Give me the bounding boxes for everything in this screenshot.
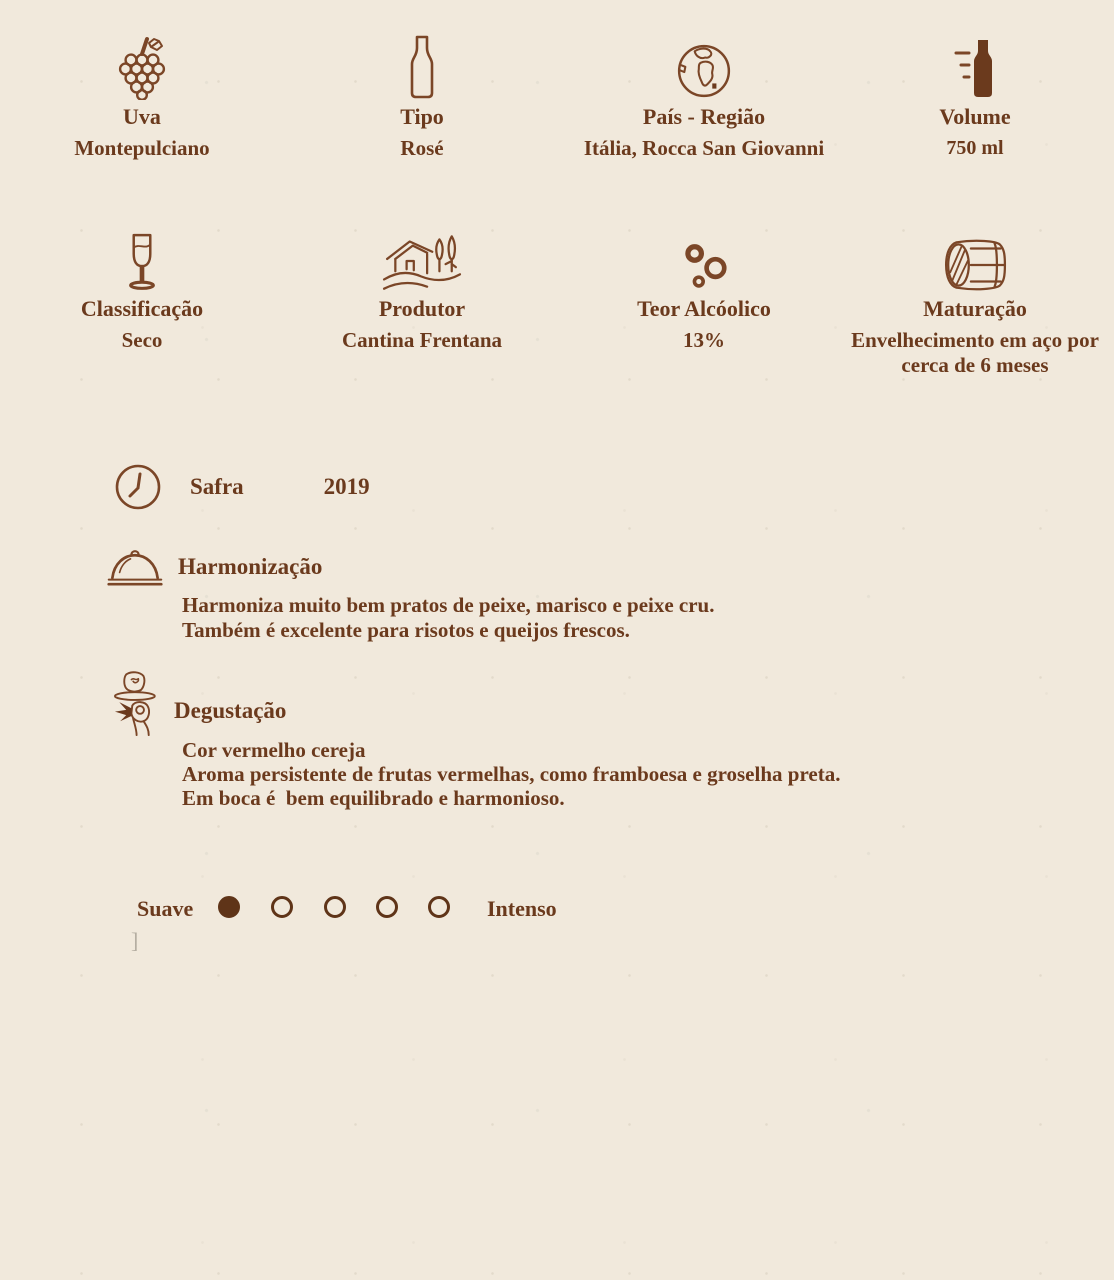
degustacao-title: Degustação bbox=[174, 698, 287, 723]
attribute-label: Produtor bbox=[378, 296, 466, 321]
attribute-value: Seco bbox=[121, 328, 163, 352]
attribute-label: Teor Alcóolico bbox=[637, 296, 771, 321]
attribute-value: Cantina Frentana bbox=[341, 328, 503, 352]
attribute-label: Volume bbox=[939, 104, 1011, 129]
clock-icon bbox=[114, 463, 162, 511]
harmonizacao-text-line: Também é excelente para risotos e queijos frescos. bbox=[182, 618, 630, 642]
volume-bottle-icon bbox=[825, 28, 1114, 100]
safra-section bbox=[114, 463, 370, 511]
attribute-label: Tipo bbox=[400, 104, 444, 129]
scale-left-label: Suave bbox=[137, 896, 194, 921]
attribute-value: Itália, Rocca San Giovanni bbox=[583, 136, 825, 160]
attribute-label: Classificação bbox=[80, 296, 204, 321]
stray-bracket-mark: ] bbox=[131, 928, 139, 953]
attribute-classificacao bbox=[0, 220, 292, 353]
globe-icon bbox=[554, 28, 854, 100]
attribute-produtor bbox=[272, 220, 572, 353]
attribute-value: 13% bbox=[683, 328, 725, 352]
attribute-value bbox=[825, 328, 1114, 378]
intensity-dot bbox=[271, 896, 293, 918]
intensity-dot bbox=[376, 896, 398, 918]
harmonizacao-text-line: Harmoniza muito bem pratos de peixe, marisco e peixe cru. bbox=[182, 593, 715, 617]
attribute-pais-regiao bbox=[554, 28, 854, 161]
attribute-uva bbox=[0, 28, 292, 161]
scale-right-label: Intenso bbox=[487, 896, 557, 921]
grapes-icon bbox=[0, 28, 292, 100]
barrel-icon bbox=[825, 220, 1114, 292]
safra-label: Safra bbox=[190, 474, 244, 499]
safra-value: 2019 bbox=[323, 474, 370, 499]
attribute-maturacao bbox=[825, 220, 1114, 378]
intensity-dot bbox=[428, 896, 450, 918]
attribute-tipo bbox=[272, 28, 572, 161]
attribute-value: Montepulciano bbox=[74, 136, 210, 160]
attribute-label: Uva bbox=[123, 104, 161, 129]
tasting-hand-icon bbox=[108, 670, 160, 736]
intensity-dot-filled bbox=[218, 896, 240, 918]
wine-bottle-icon bbox=[272, 28, 572, 100]
harmonizacao-title: Harmonização bbox=[178, 554, 323, 579]
attribute-value: Rosé bbox=[400, 136, 444, 160]
degustacao-text-line: Em boca é bem equilibrado e harmonioso. bbox=[182, 786, 565, 810]
attribute-label: Maturação bbox=[923, 296, 1027, 321]
degustacao-text-line: Cor vermelho cereja bbox=[182, 738, 366, 762]
attribute-volume bbox=[825, 28, 1114, 161]
intensity-dot bbox=[324, 896, 346, 918]
attribute-value-text: Envelhecimento em aço por cerca de 6 meses bbox=[851, 328, 1099, 377]
bubbles-icon bbox=[554, 220, 854, 292]
attribute-label: País - Região bbox=[642, 104, 766, 129]
attribute-value: 750 ml bbox=[946, 137, 1004, 159]
cloche-icon bbox=[106, 548, 164, 586]
degustacao-text-line: Aroma persistente de frutas vermelhas, como framboesa e groselha preta. bbox=[182, 762, 841, 786]
farm-icon bbox=[272, 220, 572, 292]
wine-glass-icon bbox=[0, 220, 292, 292]
attribute-teor-alcoolico bbox=[554, 220, 854, 353]
